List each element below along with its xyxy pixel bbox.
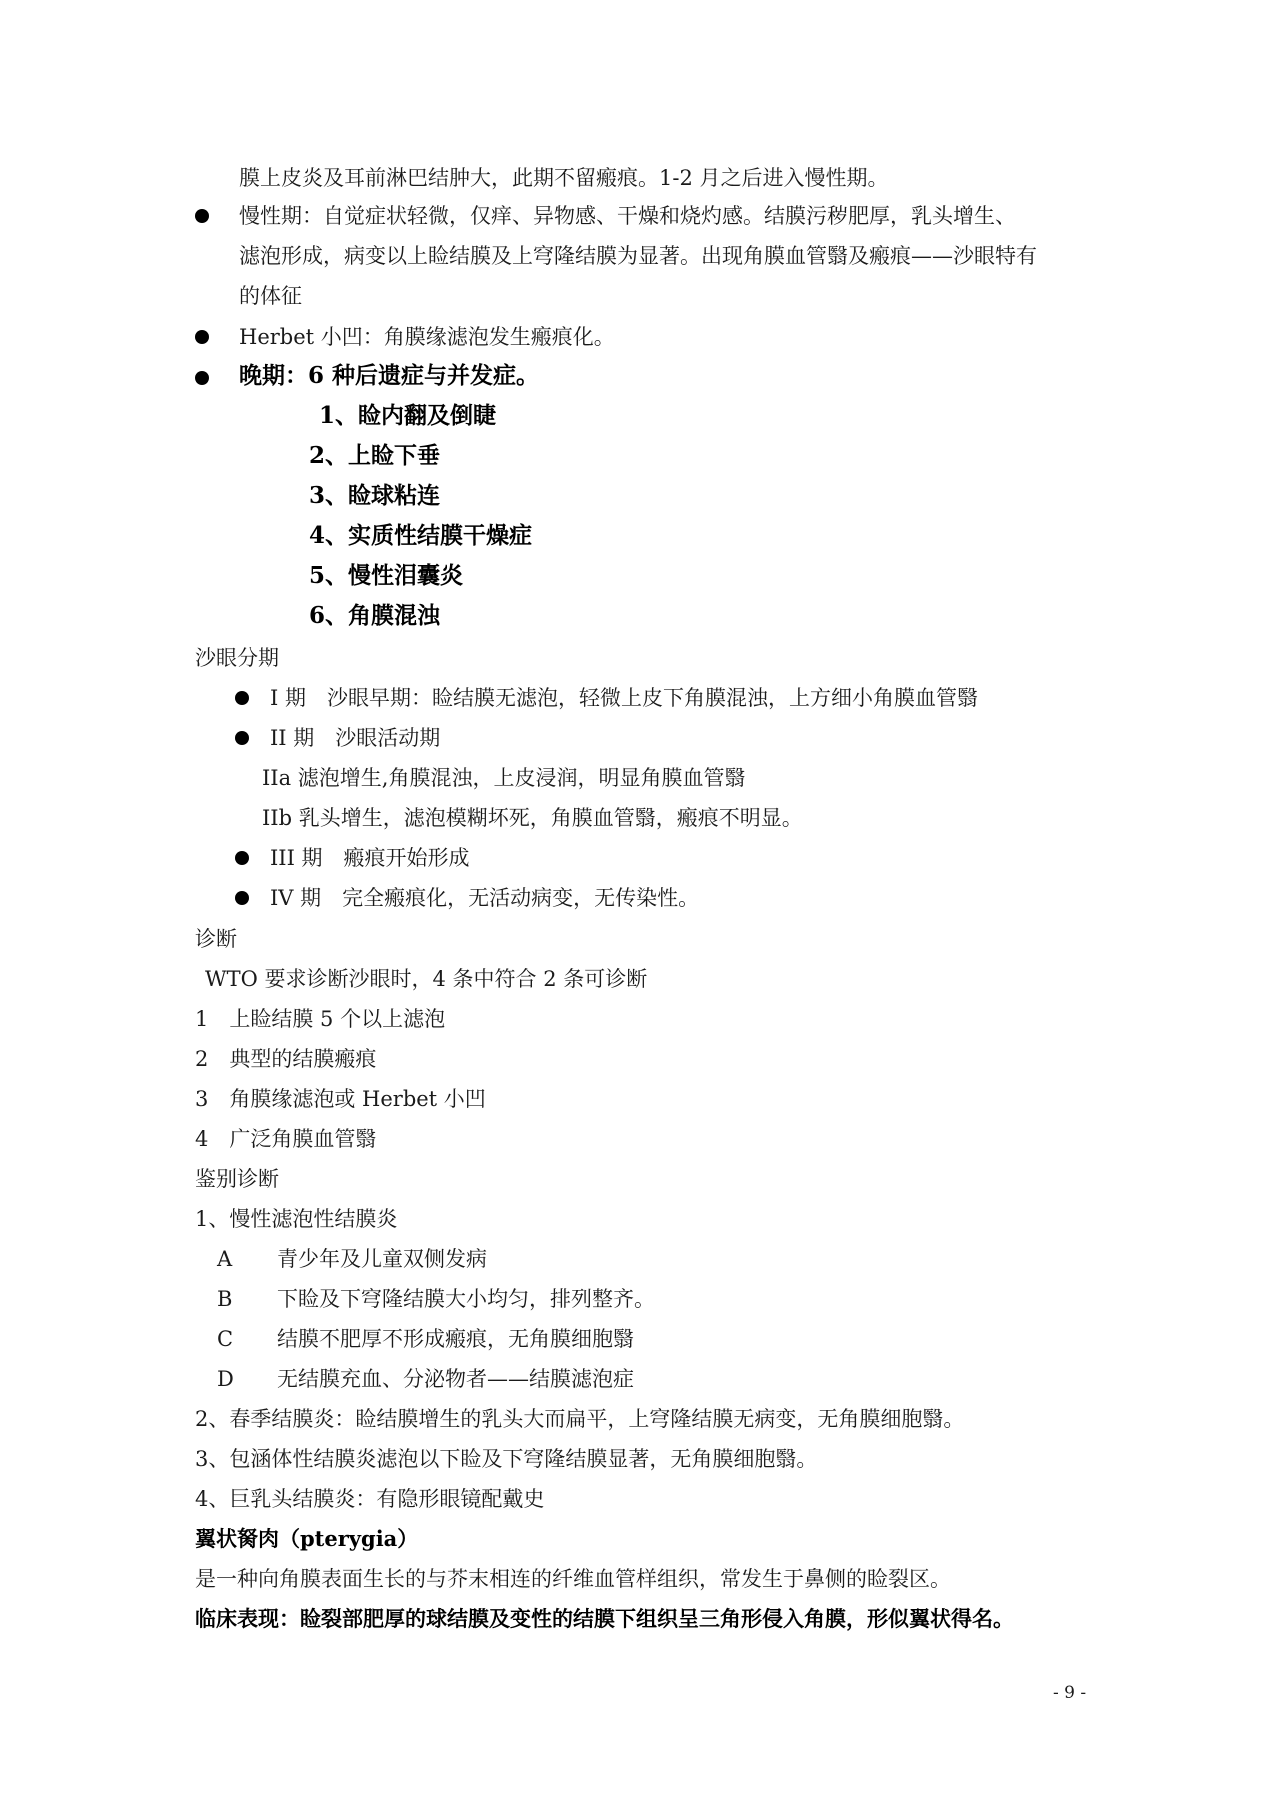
diagnosis-criterion: 2 典型的结膜瘢痕 — [195, 1047, 377, 1071]
staging-heading: 沙眼分期 — [195, 646, 279, 670]
late-stage-item: 5、慢性泪囊炎 — [309, 562, 464, 589]
point-letter: A — [217, 1247, 233, 1271]
bullet-icon — [235, 731, 249, 745]
late-stage-item: 3、睑球粘连 — [309, 482, 441, 509]
stage-2b-line: IIb 乳头增生，滤泡模糊坏死，角膜血管翳，瘢痕不明显。 — [262, 806, 803, 830]
bullet-icon — [235, 691, 249, 705]
stage-4-line: IV 期 完全瘢痕化，无活动病变，无传染性。 — [270, 886, 700, 910]
differential-item-2: 2、春季结膜炎：睑结膜增生的乳头大而扁平，上穹隆结膜无病变，无角膜细胞翳。 — [195, 1407, 965, 1431]
diagnosis-criterion: 3 角膜缘滤泡或 Herbet 小凹 — [195, 1087, 486, 1111]
bullet-icon — [195, 371, 209, 385]
page-number: - 9 - — [1053, 1683, 1087, 1703]
differential-heading: 鉴别诊断 — [195, 1167, 279, 1191]
point-letter: D — [217, 1367, 234, 1391]
diagnosis-heading: 诊断 — [195, 927, 237, 951]
differential-item-4: 4、巨乳头结膜炎：有隐形眼镜配戴史 — [195, 1487, 545, 1511]
bullet-icon — [195, 330, 209, 344]
late-stage-item: 6、角膜混浊 — [309, 602, 441, 629]
diagnosis-criterion: 1 上睑结膜 5 个以上滤泡 — [195, 1007, 446, 1031]
chronic-stage-line-3: 的体征 — [239, 284, 302, 308]
stage-3-line: III 期 瘢痕开始形成 — [270, 846, 470, 870]
point-letter: C — [217, 1327, 234, 1351]
point-text: 结膜不肥厚不形成瘢痕，无角膜细胞翳 — [277, 1327, 634, 1351]
chronic-stage-line-1: 慢性期：自觉症状轻微，仅痒、异物感、干燥和烧灼感。结膜污秽肥厚，乳头增生、 — [239, 204, 1016, 228]
bullet-icon — [195, 209, 209, 223]
diagnosis-criterion: 4 广泛角膜血管翳 — [195, 1127, 377, 1151]
late-stage-item: 1、睑内翻及倒睫 — [319, 402, 497, 429]
herbet-pit-line: Herbet 小凹：角膜缘滤泡发生瘢痕化。 — [239, 325, 615, 349]
differential-item-3: 3、包涵体性结膜炎滤泡以下睑及下穹隆结膜显著，无角膜细胞翳。 — [195, 1447, 818, 1471]
point-text: 无结膜充血、分泌物者——结膜滤泡症 — [277, 1367, 634, 1391]
point-text: 青少年及儿童双侧发病 — [277, 1247, 487, 1271]
chronic-stage-line-2: 滤泡形成，病变以上睑结膜及上穹隆结膜为显著。出现角膜血管翳及瘢痕——沙眼特有 — [239, 244, 1037, 268]
diagnosis-intro: WTO 要求诊断沙眼时，4 条中符合 2 条可诊断 — [205, 967, 648, 991]
point-text: 下睑及下穹隆结膜大小均匀，排列整齐。 — [277, 1287, 655, 1311]
pterygium-title: 翼状胬肉（pterygia） — [195, 1526, 419, 1551]
point-letter: B — [217, 1287, 233, 1311]
text-line: 膜上皮炎及耳前淋巴结肿大，此期不留瘢痕。1-2 月之后进入慢性期。 — [239, 166, 889, 190]
bullet-icon — [235, 851, 249, 865]
stage-2-line: II 期 沙眼活动期 — [270, 726, 441, 750]
pterygium-definition: 是一种向角膜表面生长的与芥末相连的纤维血管样组织，常发生于鼻侧的睑裂区。 — [195, 1567, 951, 1591]
late-stage-title: 晚期：6 种后遗症与并发症。 — [239, 362, 540, 389]
differential-item-1-title: 1、慢性滤泡性结膜炎 — [195, 1207, 398, 1231]
late-stage-item: 4、实质性结膜干燥症 — [309, 522, 533, 549]
bullet-icon — [235, 891, 249, 905]
stage-2a-line: IIa 滤泡增生,角膜混浊，上皮浸润，明显角膜血管翳 — [262, 766, 746, 790]
late-stage-item: 2、上睑下垂 — [309, 442, 441, 469]
pterygium-clinical: 临床表现：睑裂部肥厚的球结膜及变性的结膜下组织呈三角形侵入角膜，形似翼状得名。 — [195, 1606, 1014, 1631]
stage-1-line: I 期 沙眼早期：睑结膜无滤泡，轻微上皮下角膜混浊，上方细小角膜血管翳 — [270, 686, 978, 710]
